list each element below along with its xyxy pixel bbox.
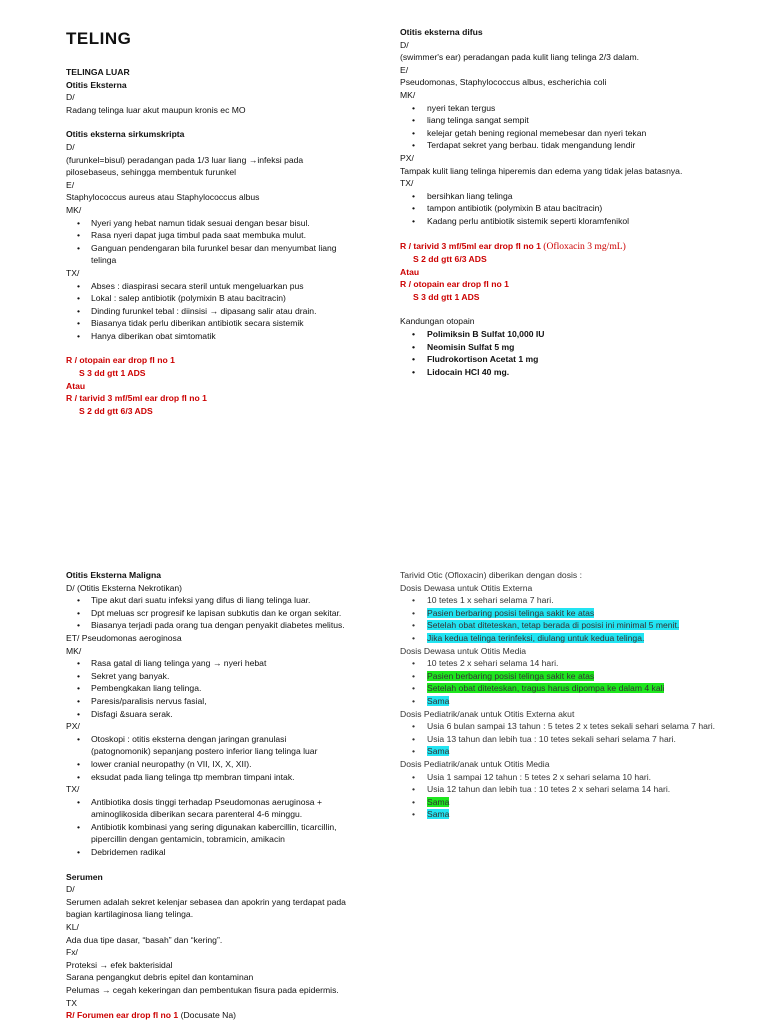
list-item: • Kadang perlu antibiotik sistemik seperti kloramfenikol (400, 215, 720, 228)
dose-list (400, 720, 720, 758)
list-item-text: aminoglikosida diberikan secara parenteral 4-6 minggu. (91, 809, 303, 820)
highlighted-text: Pasien berbaring posisi telinga sakit ke atas (427, 607, 595, 618)
list-item: • liang telinga sangat sempit (400, 114, 720, 127)
d-text: Radang telinga luar akut maupun kronis ec MO (66, 104, 246, 115)
group-title: Dosis Dewasa untuk Otitis Externa (400, 582, 533, 593)
list-item-continuation: telinga (91, 255, 117, 266)
prescription-text: R / tarivid 3 mf/5ml ear drop fl no 1 (400, 240, 541, 251)
list-item: • Sekret yang banyak. (66, 670, 368, 683)
prescription-signa: S 3 dd gtt 1 ADS (413, 291, 480, 302)
section-otitis-difus (400, 26, 720, 378)
tx-list (66, 796, 368, 859)
e-label: E/ (66, 179, 75, 190)
list-item: • Polimiksin B Sulfat 10,000 IU (400, 328, 720, 341)
dose-list (400, 657, 720, 707)
d-text-line: Serumen adalah sekret kelenjar sebasea dan apokrin yang terdapat pada (66, 896, 346, 907)
list-item: • Pembengkakan liang telinga. (66, 682, 368, 695)
list-item: • Usia 6 bulan sampai 13 tahun : 5 tetes 2 x tetes sekali sehari selama 7 hari. (400, 720, 720, 733)
list-item (400, 682, 720, 695)
list-item: • kelejar getah bening regional memebesar dan nyeri tekan (400, 127, 720, 140)
d-label: D/ (66, 884, 75, 895)
list-item (400, 796, 720, 809)
group-title: Dosis Dewasa untuk Otitis Media (400, 645, 527, 656)
list-item: • Ganguan pendengaran bila furunkel besar dan menyumbat liang (66, 242, 368, 255)
serumen-title: Serumen (66, 871, 103, 882)
highlighted-text: Pasien berbaring posisi telinga sakit ke atas (427, 670, 595, 681)
list-item (400, 607, 720, 620)
highlighted-text: Sama (427, 695, 450, 706)
mk-list (66, 657, 368, 720)
list-item (400, 670, 720, 683)
list-item: • Usia 1 sampai 12 tahun : 5 tetes 2 x sehari selama 10 hari. (400, 771, 720, 784)
list-item (400, 619, 720, 632)
list-item (400, 745, 720, 758)
list-item: • Usia 12 tahun dan lebih tua : 10 tetes 2 x sehari selama 14 hari. (400, 783, 720, 796)
d-list (66, 594, 368, 632)
maligna-title: Otitis Eksterna Maligna (66, 570, 162, 580)
list-item: • 10 tetes 2 x sehari selama 14 hari. (400, 657, 720, 670)
list-item: • tampon antibiotik (polymixin B atau bacitracin) (400, 202, 720, 215)
mk-label: MK/ (66, 645, 82, 656)
list-item: • Debridemen radikal (66, 846, 368, 859)
prescription-or: Atau (400, 266, 420, 277)
list-item: • Terdapat sekret yang berbau. tidak mengandung lendir (400, 139, 720, 152)
dose-list (400, 771, 720, 821)
d-text-line: bagian kartilaginosa liang telinga. (66, 909, 194, 920)
heading-otitis-eksterna: Otitis Eksterna (66, 79, 127, 90)
list-item: • Disfagi &suara serak. (66, 708, 368, 721)
list-item: • Dinding furunkel tebal : diinsisi → dipasang salir atau drain. (66, 305, 368, 318)
list-item (400, 632, 720, 645)
d-text-line: (furunkel=bisul) peradangan pada 1/3 luar liang →infeksi pada (66, 154, 304, 165)
list-item-text: pipercillin dengan gentamicin, tobramicin, amikacin (91, 834, 285, 845)
list-item: • Nyeri yang hebat namun tidak sesuai dengan besar bisul. (66, 217, 368, 230)
list-item: • Biasanya tidak perlu diberikan antibiotik secara sistemik (66, 317, 368, 330)
list-item: • eksudat pada liang telinga ttp membran timpani intak. (66, 771, 368, 784)
e-text: Staphylococcus aureus atau Staphylococcus albus (66, 192, 260, 203)
list-item: • Usia 13 tahun dan lebih tua : 10 tetes sekali sehari selama 7 hari. (400, 733, 720, 746)
list-item: • nyeri tekan tergus (400, 102, 720, 115)
section-otitis-eksterna (66, 66, 368, 417)
list-item: • 10 tetes 1 x sehari selama 7 hari. (400, 594, 720, 607)
highlighted-text: Setelah obat diteteskan, tragus harus dipompa ke dalam 4 kali (427, 683, 665, 694)
list-item: • Lokal : salep antibiotik (polymixin B atau bacitracin) (66, 292, 368, 305)
list-item: • Rasa nyeri dapat juga timbul pada saat membuka mulut. (66, 229, 368, 242)
prescription-line: R / tarivid 3 mf/5ml ear drop fl no 1 (66, 393, 207, 404)
prescription-note: (Ofloxacin 3 mg/mL) (543, 240, 626, 252)
list-item (66, 821, 368, 846)
list-item: • Lidocain HCl 40 mg. (400, 366, 720, 379)
e-text: Pseudomonas, Staphylococcus albus, escherichia coli (400, 77, 607, 88)
tx-label: TX (66, 997, 77, 1008)
tx-list (66, 280, 368, 343)
list-item (400, 695, 720, 708)
d-label: D/ (66, 141, 75, 152)
prescription-text: R/ Forumen ear drop fl no 1 (66, 1010, 179, 1021)
document-title: TELING (66, 29, 132, 48)
list-item (66, 733, 368, 758)
heading-telinga-luar: TELINGA LUAR (66, 67, 130, 77)
kl-text: Ada dua tipe dasar, “basah” dan “kering”. (66, 934, 223, 945)
px-text: Tampak kulit liang telinga hiperemis dan edema yang tidak jelas batasnya. (400, 165, 683, 176)
section-otitis-maligna (66, 569, 368, 1022)
prescription-line (400, 240, 720, 254)
list-item: • Biasanya terjadi pada orang tua dengan penyakit diabetes melitus. (66, 619, 368, 632)
tx-label: TX/ (66, 267, 80, 278)
e-label: E/ (400, 64, 409, 75)
list-item: • Dpt meluas scr progresif ke lapisan subkutis dan ke organ sekitar. (66, 607, 368, 620)
list-item (66, 796, 368, 821)
list-item: • Fludrokortison Acetat 1 mg (400, 353, 720, 366)
d-label: D/ (400, 39, 409, 50)
prescription-signa: S 2 dd gtt 6/3 ADS (413, 254, 487, 265)
section-tarivid-dosis (400, 569, 720, 821)
mk-label: MK/ (66, 204, 82, 215)
prescription-line: R / otopain ear drop fl no 1 (400, 279, 509, 290)
mk-list (66, 217, 368, 255)
px-list (66, 733, 368, 783)
highlighted-text: Jika kedua telinga terinfeksi, diulang untuk kedua telinga. (427, 632, 645, 643)
list-item-text: Otoskopi : otitis eksterna dengan jaringan granulasi (91, 733, 287, 744)
highlighted-text: Sama (427, 809, 450, 820)
mk-label: MK/ (400, 89, 416, 100)
dose-list (400, 594, 720, 644)
list-item: • bersihkan liang telinga (400, 190, 720, 203)
tx-label: TX/ (400, 178, 414, 189)
kl-label: KL/ (66, 922, 79, 933)
highlighted-text: Sama (427, 796, 450, 807)
highlighted-text: Sama (427, 746, 450, 757)
tx-list (400, 190, 720, 228)
et-line: ET/ Pseudomonas aeroginosa (66, 632, 182, 643)
px-label: PX/ (400, 152, 414, 163)
list-item: • Abses : diaspirasi secara steril untuk mengeluarkan pus (66, 280, 368, 293)
list-item: • lower cranial neuropathy (n VII, IX, X, XII). (66, 758, 368, 771)
d-label: D/ (66, 92, 75, 103)
list-item-text: (patognomonik) sepanjang postero inferior liang telinga luar (91, 746, 318, 757)
fx-line: Pelumas → cegah kekeringan dan pembentukan fisura pada epidermis. (66, 985, 339, 995)
tarivid-intro: Tarivid Otic (Ofloxacin) diberikan dengan dosis : (400, 570, 582, 580)
kandungan-list (400, 328, 720, 378)
fx-line: Proteksi → efek bakterisidal (66, 959, 173, 970)
list-item: • Rasa gatal di liang telinga yang → nyeri hebat (66, 657, 368, 670)
highlighted-text: Setelah obat diteteskan, tetap berada di posisi ini minimal 5 menit. (427, 620, 680, 631)
list-item: • Tipe akut dari suatu infeksi yang difus di liang telinga luar. (66, 594, 368, 607)
list-item-text: Antibiotik kombinasi yang sering digunakan kabercillin, ticarcillin, (91, 821, 337, 832)
px-label: PX/ (66, 721, 80, 732)
prescription-or: Atau (66, 380, 86, 391)
tx-label: TX/ (66, 784, 80, 795)
prescription-line (66, 1009, 368, 1022)
list-item: • Hanya diberikan obat simtomatik (66, 330, 368, 343)
prescription-note: (Docusate Na) (180, 1010, 237, 1021)
d-text-line: pilosebaseus, sehingga membentuk furunkel (66, 167, 237, 178)
prescription-signa: S 3 dd gtt 1 ADS (79, 368, 146, 379)
list-item: • Paresis/paralisis nervus fasial, (66, 695, 368, 708)
d-text: (swimmer's ear) peradangan pada kulit liang telinga 2/3 dalam. (400, 52, 640, 63)
d-line: D/ (Otitis Eksterna Nekrotikan) (66, 582, 183, 593)
list-item: • Neomisin Sulfat 5 mg (400, 341, 720, 354)
fx-label: Fx/ (66, 947, 78, 958)
fx-line: Sarana pengangkut debris epitel dan kontaminan (66, 972, 254, 983)
mk-list (400, 102, 720, 152)
prescription-line: R / otopain ear drop fl no 1 (66, 355, 175, 366)
group-title: Dosis Pediatrik/anak untuk Otitis Externa akut (400, 708, 575, 719)
sirkumskripta-title: Otitis eksterna sirkumskripta (66, 129, 185, 140)
prescription-signa: S 2 dd gtt 6/3 ADS (79, 405, 153, 416)
kandungan-title: Kandungan otopain (400, 316, 475, 327)
list-item-text: Antibiotika dosis tinggi terhadap Pseudomonas aeruginosa + (91, 796, 322, 807)
group-title: Dosis Pediatrik/anak untuk Otitis Media (400, 758, 550, 769)
difus-title: Otitis eksterna difus (400, 27, 483, 37)
list-item (400, 808, 720, 821)
